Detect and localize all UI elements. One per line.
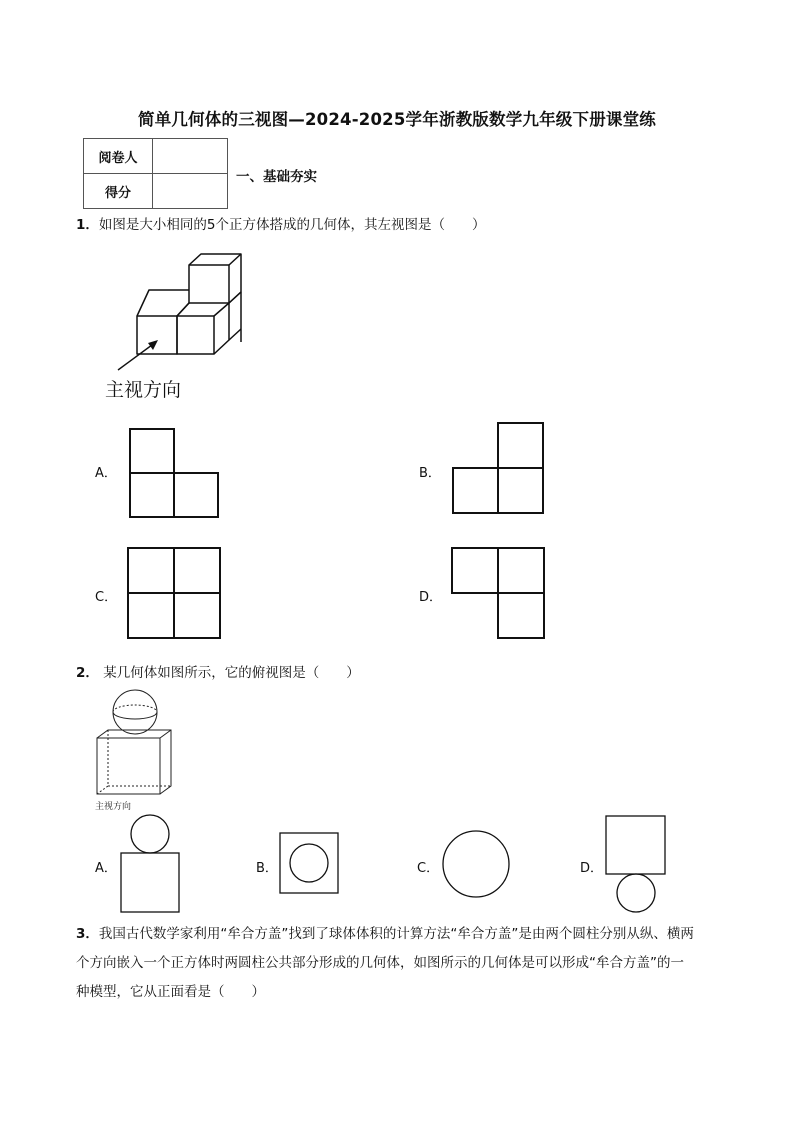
reviewer-label: 阅卷人 bbox=[84, 139, 153, 174]
question-1-number: 1． bbox=[76, 217, 99, 233]
q1-option-c-figure[interactable] bbox=[127, 547, 223, 641]
question-3-text-line2: 个方向嵌入一个正方体时两圆柱公共部分形成的几何体，如图所示的几何体是可以形成“牟合方盖”的一 bbox=[76, 955, 684, 971]
question-3-text-line1: 我国古代数学家利用“牟合方盖”找到了球体体积的计算方法“牟合方盖”是由两个圆柱分别从纵、横两 bbox=[98, 926, 694, 942]
question-2-text: 某几何体如图所示，它的俯视图是（ ） bbox=[98, 665, 360, 681]
question-1 bbox=[76, 215, 486, 235]
reviewer-field[interactable] bbox=[153, 139, 228, 174]
q2-option-d-label[interactable]: D． bbox=[580, 861, 604, 876]
q2-option-a-figure[interactable] bbox=[118, 814, 182, 915]
q2-option-d-figure[interactable] bbox=[604, 814, 668, 915]
q1-cubes-figure bbox=[100, 250, 250, 410]
question-1-text: 如图是大小相同的5个正方体搭成的几何体，其左视图是（ ） bbox=[98, 217, 486, 233]
q2-sphere-cube-figure bbox=[92, 688, 182, 816]
score-label: 得分 bbox=[84, 174, 153, 209]
question-3 bbox=[76, 924, 776, 1011]
q1-option-b-figure[interactable] bbox=[452, 422, 546, 516]
question-3-number: 3． bbox=[76, 926, 99, 942]
q1-figure-caption: 主视方向 bbox=[105, 379, 182, 401]
q1-option-a-figure[interactable] bbox=[129, 428, 221, 520]
q2-option-b-figure[interactable] bbox=[279, 832, 341, 896]
question-2-number: 2． bbox=[76, 665, 99, 681]
q1-option-b-label[interactable]: B． bbox=[419, 466, 441, 481]
q2-option-a-label[interactable]: A． bbox=[95, 861, 117, 876]
question-2 bbox=[76, 663, 360, 683]
q2-option-b-label[interactable]: B． bbox=[256, 861, 278, 876]
q1-option-a-label[interactable]: A． bbox=[95, 466, 117, 481]
score-field[interactable] bbox=[153, 174, 228, 209]
q2-figure-caption: 主视方向 bbox=[95, 802, 132, 812]
q2-option-c-label[interactable]: C． bbox=[417, 861, 440, 876]
question-3-text-line3: 种模型，它从正面看是（ ） bbox=[76, 984, 265, 1000]
section-heading: 一、基础夯实 bbox=[236, 169, 317, 185]
q1-option-c-label[interactable]: C． bbox=[95, 590, 118, 605]
q2-option-c-figure[interactable] bbox=[441, 830, 513, 900]
q1-option-d-label[interactable]: D． bbox=[419, 590, 443, 605]
page-title: 简单几何体的三视图—2024-2025学年浙教版数学九年级下册课堂练 bbox=[138, 110, 656, 129]
q1-option-d-figure[interactable] bbox=[451, 547, 547, 641]
score-table bbox=[83, 138, 228, 209]
